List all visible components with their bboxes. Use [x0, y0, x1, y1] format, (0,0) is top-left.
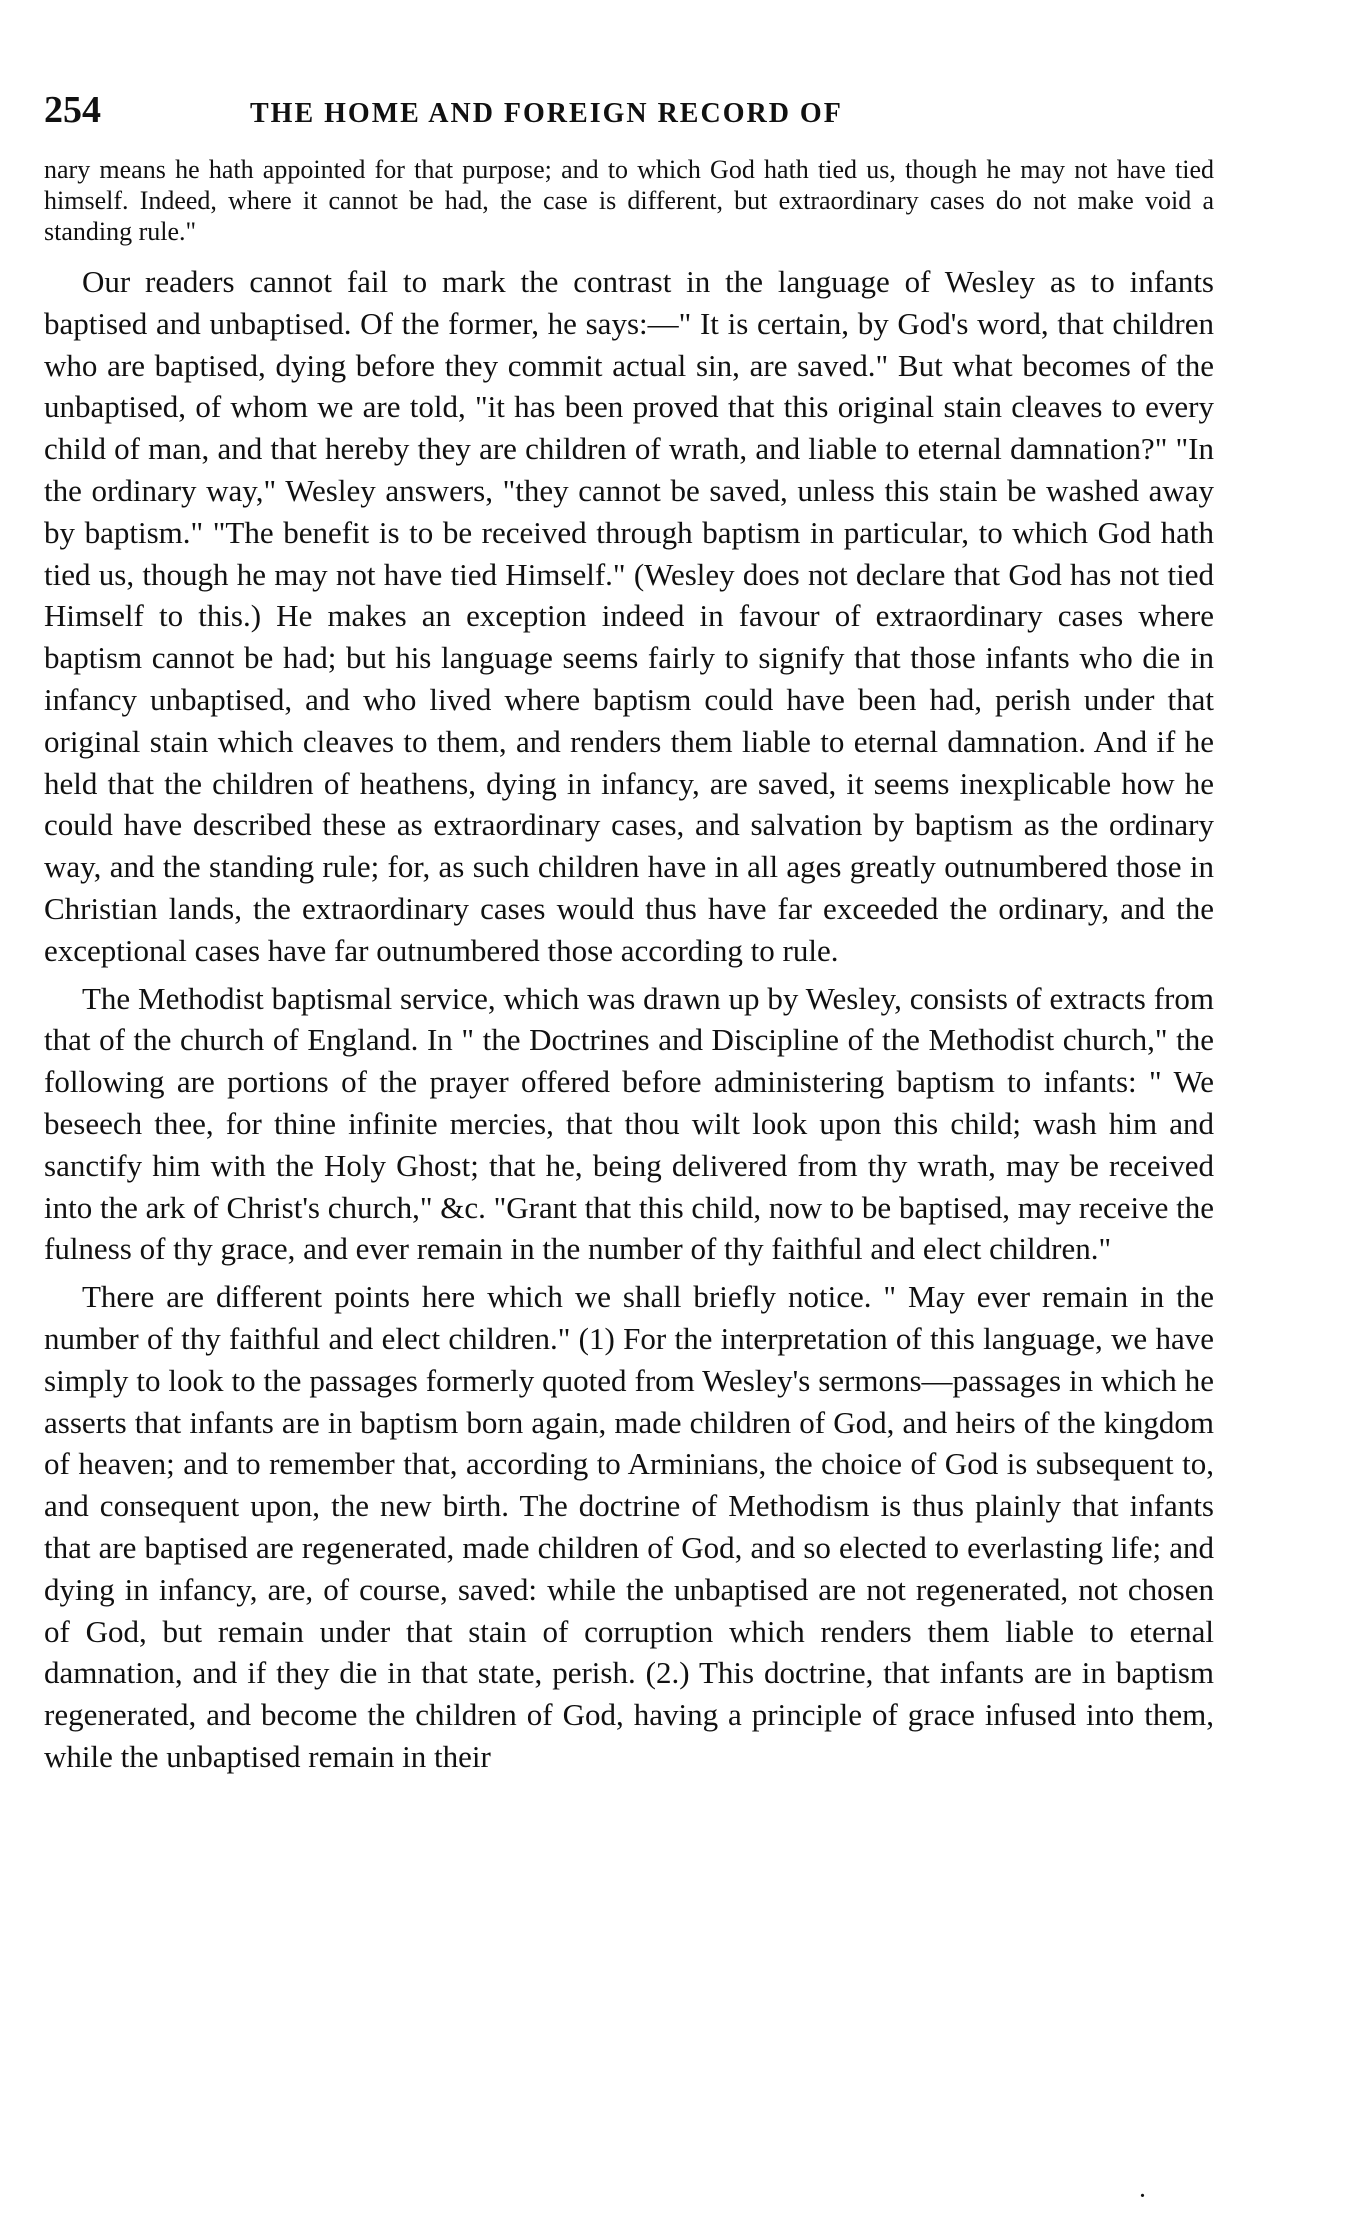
footer-mark: . — [1140, 2180, 1145, 2202]
paragraph-3: There are different points here which we shall briefly notice. " May ever remain in the number of thy faithful and elect children." (1) For the interpretation of this language, we have simply to look to the passages formerly quoted from Wesley's sermons—passages in which he asserts that infants are in baptism born again, made children of God, and heirs of the kingdom of heaven; and to remember that, according to Arminians, the choice of God is subsequent to, and consequent upon, the new birth. The doctrine of Methodism is thus plainly that infants that are baptised are regenerated, made children of God, and so elected to everlasting life; and dying in infancy, are, of course, saved: while the unbaptised are not regenerated, not chosen of God, but remain under that stain of corruption which renders them liable to eternal damnation, and if they die in that state, perish. (2.) This doctrine, that infants are in baptism regenerated, and become the children of God, having a principle of grace infused into them, while the unbaptised remain in their — [44, 1279, 1214, 1774]
running-title: THE HOME AND FOREIGN RECORD OF — [250, 98, 843, 129]
paragraph-2: The Methodist baptismal service, which was drawn up by Wesley, consists of extracts from that of the church of England. In " the Doctrines and Discipline of the Methodist church," the following are portions of the prayer offered before administering baptism to infants: " We beseech thee, for thine infinite mercies, that thou wilt look upon this child; wash him and sanctify him with the Holy Ghost; that he, being delivered from thy wrath, may be received into the ark of Christ's church," &c. "Grant that this child, now to be baptised, may receive the fulness of thy grace, and ever remain in the number of thy faithful and elect children." — [44, 980, 1214, 1267]
quote-continuation: nary means he hath appointed for that purpose; and to which God hath tied us, though he may not have tied himself. Indeed, where it cannot be had, the case is different, but extraordinary cases do not make void a standing rule." — [44, 155, 1214, 246]
document-page — [44, 88, 1214, 1784]
paragraph-1: Our readers cannot fail to mark the contrast in the language of Wesley as to infants baptised and unbaptised. Of the former, he says:—" It is certain, by God's word, that children who are baptised, dying before they commit actual sin, are saved." But what becomes of the unbaptised, of whom we are told, "it has been proved that this original stain cleaves to every child of man, and that hereby they are children of wrath, and liable to eternal damnation?" "In the ordinary way," Wesley answers, "they cannot be saved, unless this stain be washed away by baptism." "The benefit is to be received through baptism in particular, to which God hath tied us, though he may not have tied Himself." (Wesley does not declare that God has not tied Himself to this.) He makes an exception indeed in favour of extraordinary cases where baptism cannot be had; but his language seems fairly to signify that those infants who die in infancy unbaptised, and who lived where baptism could have been had, perish under that original stain which cleaves to them, and renders them liable to eternal damnation. And if he held that the children of heathens, dying in infancy, are saved, it seems inexplicable how he could have described these as extraordinary cases, and salvation by baptism as the ordinary way, and the standing rule; for, as such children have in all ages greatly outnumbered those in Christian lands, the extraordinary cases would thus have far exceeded the ordinary, and the exceptional cases have far outnumbered those according to rule. — [44, 264, 1214, 968]
page-number: 254 — [44, 89, 101, 131]
page-header — [44, 88, 1214, 148]
